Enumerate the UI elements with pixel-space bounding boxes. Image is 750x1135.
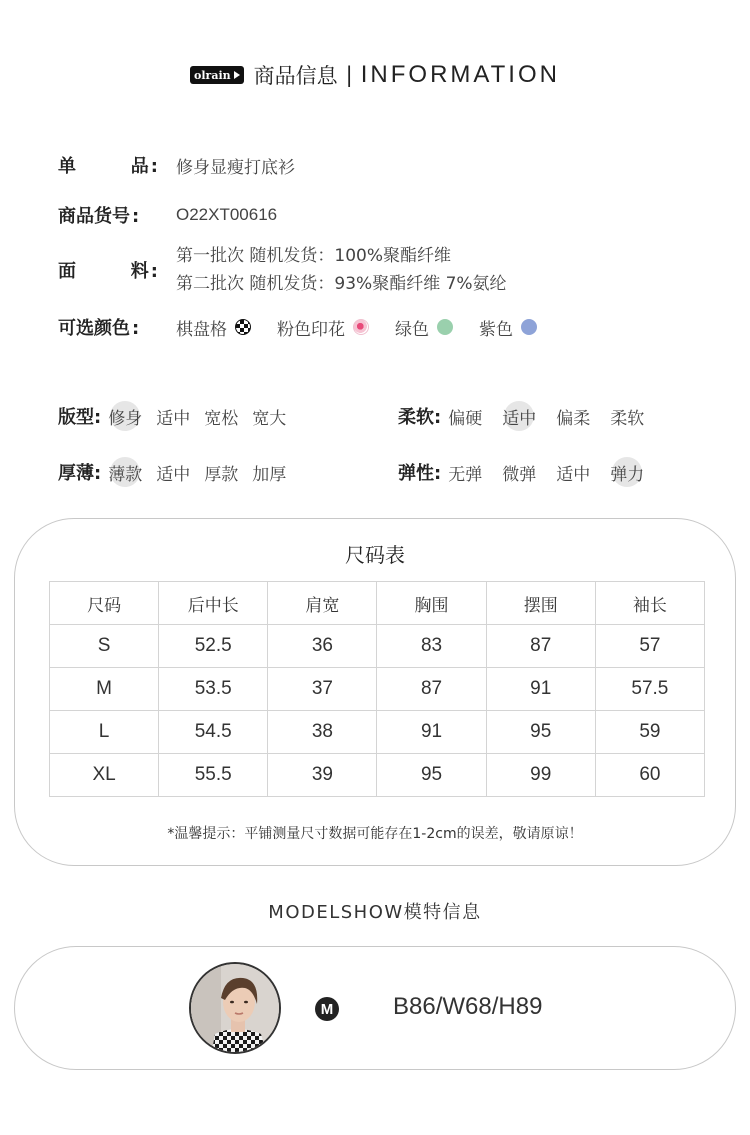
size-table-cell: 91 [486,668,595,711]
size-table-cell: 37 [268,668,377,711]
fabric-label-char-1: 面 [58,261,76,282]
size-table-header-row [50,582,705,625]
attr-thickness-option: 厚款 [204,464,239,485]
fabric-label-char-2-wrap [131,257,158,283]
attr-fit-option-selected: 修身 [107,404,143,429]
fabric-line-2: 第二批次 随机发货：93%聚酯纤维 7%氨纶 [176,274,507,294]
brand-logo [190,66,244,84]
size-chart-title: 尺码表 [345,543,405,567]
size-table-header-cell: 袖长 [595,582,704,625]
attr-softness [398,403,657,429]
model-info-card [14,946,736,1070]
item-value: 修身显瘦打底衫 [176,157,295,178]
size-table-cell: 83 [377,625,486,668]
fabric-label [58,257,162,283]
size-table-header-cell: 肩宽 [268,582,377,625]
colors-label-colon: : [132,318,140,339]
sku-label [58,202,162,228]
size-table-cell: 52.5 [159,625,268,668]
color-name: 紫色 [479,319,513,340]
info-row-item [58,152,295,178]
size-table-header-cell: 尺码 [50,582,159,625]
size-table-cell: 99 [486,754,595,797]
item-label-char-2-wrap [131,152,158,178]
colors-label-wrap [58,314,139,340]
attr-fit-option: 宽大 [252,408,287,429]
size-table-cell: L [50,711,159,754]
size-table-cell: 39 [268,754,377,797]
size-table-cell: 36 [268,625,377,668]
attr-thickness-option: 适中 [156,464,191,485]
fabric-label-colon: : [150,261,158,282]
color-option-pink-floral[interactable] [277,315,369,340]
size-table-cell: 87 [377,668,486,711]
attr-elasticity-option: 微弹 [502,464,537,485]
play-triangle-icon [234,71,240,79]
color-name: 棋盘格 [176,319,227,340]
size-table-cell: 54.5 [159,711,268,754]
size-table-cell: 91 [377,711,486,754]
pink-floral-swatch-icon [353,319,369,335]
info-row-fabric [58,242,507,298]
model-size-badge: M [315,997,339,1021]
color-name: 粉色印花 [277,319,345,340]
attr-thickness-option: 加厚 [252,464,287,485]
model-section-title: MODELSHOW模特信息 [268,902,482,923]
attr-elasticity-option: 无弹 [448,464,483,485]
item-label-colon: : [150,156,158,177]
attr-elasticity-label: 弹性: [398,463,442,484]
size-table-cell: 38 [268,711,377,754]
sku-value: O22XT00616 [176,205,278,224]
size-table-cell: 60 [595,754,704,797]
size-table [49,581,705,797]
fabric-label-char-2: 料 [130,261,149,282]
section-header [0,58,750,92]
model-avatar [189,962,281,1054]
item-label-char-2: 品 [130,156,149,177]
size-table-cell: XL [50,754,159,797]
green-swatch-icon [437,319,453,335]
attr-thickness-option-selected: 薄款 [107,460,143,485]
fabric-lines [176,242,507,298]
size-table-cell: 87 [486,625,595,668]
size-table-header-cell: 胸围 [377,582,486,625]
size-table-cell: 59 [595,711,704,754]
size-table-row [50,625,705,668]
size-table-cell: M [50,668,159,711]
attr-thickness-label: 厚薄: [58,463,102,484]
size-chart-card [14,518,736,866]
colors-label [58,314,162,340]
info-row-colors [58,314,563,340]
size-table-cell: 55.5 [159,754,268,797]
purple-swatch-icon [521,319,537,335]
attr-elasticity [398,459,657,485]
color-option-green[interactable] [395,315,453,340]
attr-fit-option: 适中 [156,408,191,429]
size-table-cell: 57 [595,625,704,668]
attr-softness-option-selected: 适中 [501,404,537,429]
model-portrait-icon [191,964,281,1054]
attr-elasticity-option-selected: 弹力 [609,460,645,485]
attr-softness-label: 柔软: [398,407,442,428]
sku-label-text: 商品货号 [58,206,130,227]
size-table-cell: 53.5 [159,668,268,711]
attr-elasticity-option: 适中 [556,464,591,485]
model-measurements: B86/W68/H89 [393,993,543,1020]
size-table-cell: 95 [486,711,595,754]
size-table-row [50,668,705,711]
size-table-header-cell: 后中长 [159,582,268,625]
size-table-header-cell: 摆围 [486,582,595,625]
size-table-row [50,754,705,797]
size-table-cell: 57.5 [595,668,704,711]
sku-label-colon: : [132,206,140,227]
size-table-row [50,711,705,754]
color-option-purple[interactable] [479,315,537,340]
header-separator: | [345,63,353,87]
color-option-checker[interactable] [176,315,251,340]
header-title-en: INFORMATION [360,61,560,88]
item-label-char-1: 单 [58,156,76,177]
size-table-cell: 95 [377,754,486,797]
size-chart-note: *温馨提示：平铺测量尺寸数据可能存在1-2cm的误差，敬请原谅！ [167,826,583,842]
item-label [58,152,162,178]
sku-label-wrap [58,202,139,228]
attr-softness-option: 偏硬 [448,408,483,429]
color-name: 绿色 [395,319,429,340]
colors-label-text: 可选颜色 [58,318,130,339]
brand-logo-text: olrain [194,68,231,82]
attr-thickness [58,459,299,485]
attr-softness-option: 偏柔 [556,408,591,429]
attr-fit-option: 宽松 [204,408,239,429]
checker-swatch-icon [235,319,251,335]
color-options [176,315,563,340]
size-table-cell: S [50,625,159,668]
fabric-line-1: 第一批次 随机发货：100%聚酯纤维 [176,246,452,266]
attr-fit [58,403,299,429]
attr-fit-label: 版型: [58,407,102,428]
header-title-cn: 商品信息 [253,64,338,88]
info-row-sku [58,202,277,228]
attr-softness-option: 柔软 [610,408,645,429]
